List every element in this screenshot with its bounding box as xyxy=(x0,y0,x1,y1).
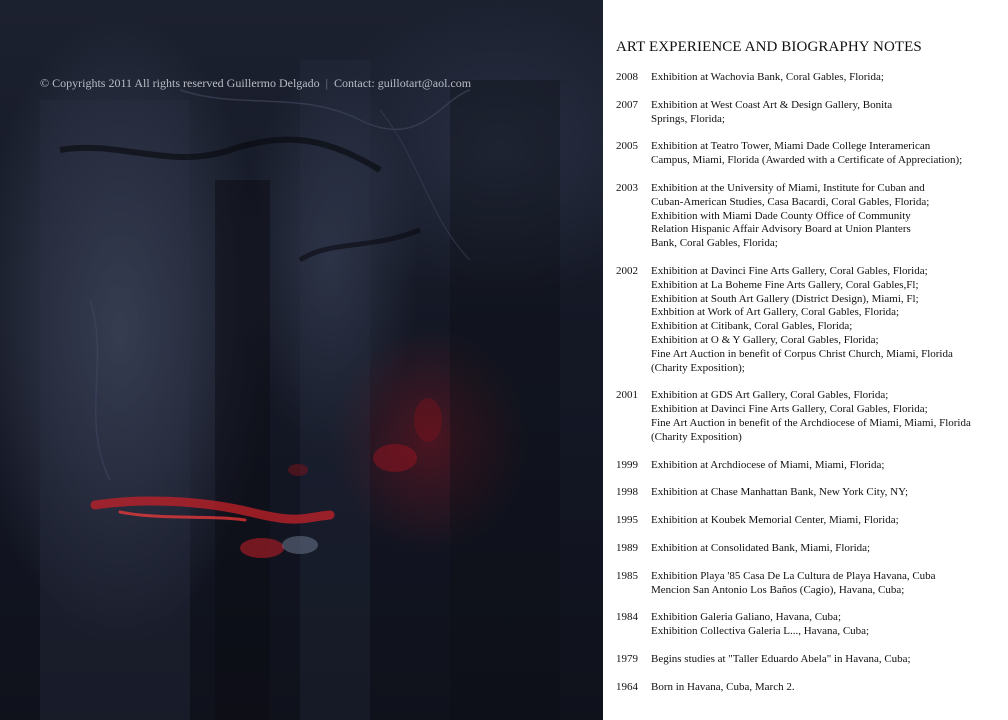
entry-description xyxy=(651,486,1006,500)
entry-line: (Charity Exposition); xyxy=(651,361,745,374)
entry-line: Exhibition at South Art Gallery (District Design), Miami, Fl; xyxy=(651,292,919,305)
list-item xyxy=(616,265,1006,375)
entry-description xyxy=(651,514,1006,528)
entry-description xyxy=(651,265,1006,375)
entry-description xyxy=(651,389,1006,444)
list-item xyxy=(616,514,1006,528)
copyright-notice xyxy=(40,76,471,91)
entry-line: Exhibition Playa '85 Casa De La Cultura de Playa Havana, Cuba xyxy=(651,569,936,582)
entry-line: Exhibition at Wachovia Bank, Coral Gables, Florida; xyxy=(651,71,884,83)
entry-year: 1985 xyxy=(616,569,638,582)
entry-line: Mencion San Antonio Los Baños (Cagio), Havana, Cuba; xyxy=(651,583,905,596)
entry-line: Bank, Coral Gables, Florida; xyxy=(651,237,778,250)
entry-year: 1999 xyxy=(616,458,638,471)
entry-line: Cuban-American Studies, Casa Bacardi, Coral Gables, Florida; xyxy=(651,195,930,208)
entry-description xyxy=(651,653,1006,667)
entry-line: Springs, Florida; xyxy=(651,112,725,125)
entry-line: Fine Art Auction in benefit of the Archdiocese of Miami, Miami, Florida xyxy=(651,416,971,429)
list-item xyxy=(616,99,1006,127)
entry-year: 1979 xyxy=(616,652,638,665)
copyright-text: © Copyrights 2011 All rights reserved Guillermo Delgado xyxy=(40,76,320,90)
separator: | xyxy=(325,76,329,90)
entry-line: Exhibition at Citibank, Coral Gables, Florida; xyxy=(651,320,853,333)
entry-line: Exhibition with Miami Dade County Office of Community xyxy=(651,209,911,222)
entry-line: Exhibition at Consolidated Bank, Miami, Florida; xyxy=(651,541,871,554)
list-item xyxy=(616,570,1006,598)
list-item xyxy=(616,140,1006,168)
entry-year: 2008 xyxy=(616,71,638,83)
entry-description xyxy=(651,459,1006,473)
entry-description xyxy=(651,681,1006,695)
entry-line: Exhibition at O & Y Gallery, Coral Gables, Florida; xyxy=(651,333,879,346)
list-item xyxy=(616,542,1006,556)
entry-line: Exhibition at Teatro Tower, Miami Dade College Interamerican xyxy=(651,140,931,153)
list-item xyxy=(616,653,1006,667)
list-item xyxy=(616,681,1006,695)
entry-line: Relation Hispanic Affair Advisory Board at Union Planters xyxy=(651,223,911,236)
entry-line: Campus, Miami, Florida (Awarded with a Certificate of Appreciation); xyxy=(651,154,963,167)
entry-year: 2007 xyxy=(616,98,638,111)
list-item xyxy=(616,389,1006,444)
contact-email-link[interactable]: Contact: guillotart@aol.com xyxy=(334,76,472,90)
entry-year: 2005 xyxy=(616,140,638,153)
list-item xyxy=(616,71,1006,85)
entry-description xyxy=(651,140,1006,168)
entry-year: 2001 xyxy=(616,389,638,402)
entry-line: Exhibition at Archdiocese of Miami, Miami, Florida; xyxy=(651,458,885,471)
entry-year: 1995 xyxy=(616,514,638,527)
entry-description xyxy=(651,611,1006,639)
entry-line: Exhibition at West Coast Art & Design Gallery, Bonita xyxy=(651,98,893,111)
list-item xyxy=(616,459,1006,473)
entry-description xyxy=(651,570,1006,598)
entry-line: Exhbition at Work of Art Gallery, Coral Gables, Florida; xyxy=(651,306,900,319)
entry-description xyxy=(651,542,1006,556)
entry-description xyxy=(651,182,1006,251)
list-item xyxy=(616,182,1006,251)
entry-line: Fine Art Auction in benefit of Corpus Christ Church, Miami, Florida xyxy=(651,347,953,360)
list-item xyxy=(616,486,1006,500)
entry-year: 1989 xyxy=(616,541,638,554)
entry-year: 1984 xyxy=(616,611,638,624)
entry-line: Exhibition at Davinci Fine Arts Gallery, Coral Gables, Florida; xyxy=(651,264,928,277)
entry-line: Exhibition at Chase Manhattan Bank, New York City, NY; xyxy=(651,486,909,499)
entry-line: (Charity Exposition) xyxy=(651,430,742,443)
entry-description xyxy=(651,99,1006,127)
entry-year: 2002 xyxy=(616,264,638,277)
entry-line: Exhibition Collectiva Galeria L..., Havana, Cuba; xyxy=(651,625,870,638)
entry-description xyxy=(651,71,1006,85)
entry-line: Exhibition at the University of Miami, Institute for Cuban and xyxy=(651,181,925,194)
entry-line: Exhibition at Koubek Memorial Center, Miami, Florida; xyxy=(651,514,899,527)
entry-year: 1964 xyxy=(616,680,638,693)
page-title: ART EXPERIENCE AND BIOGRAPHY NOTES xyxy=(616,39,922,55)
entry-line: Begins studies at "Taller Eduardo Abela" in Havana, Cuba; xyxy=(651,652,911,665)
list-item xyxy=(616,611,1006,639)
biography-panel xyxy=(603,0,1008,720)
entry-line: Exhibition Galeria Galiano, Havana, Cuba; xyxy=(651,611,841,624)
exhibition-list xyxy=(616,71,1006,709)
entry-line: Born in Havana, Cuba, March 2. xyxy=(651,680,795,693)
entry-line: Exhibition at GDS Art Gallery, Coral Gables, Florida; xyxy=(651,389,889,402)
entry-year: 2003 xyxy=(616,181,638,194)
entry-line: Exhibition at Davinci Fine Arts Gallery, Coral Gables, Florida; xyxy=(651,403,928,416)
entry-line: Exhibition at La Boheme Fine Arts Gallery, Coral Gables,Fl; xyxy=(651,278,919,291)
entry-year: 1998 xyxy=(616,486,638,499)
